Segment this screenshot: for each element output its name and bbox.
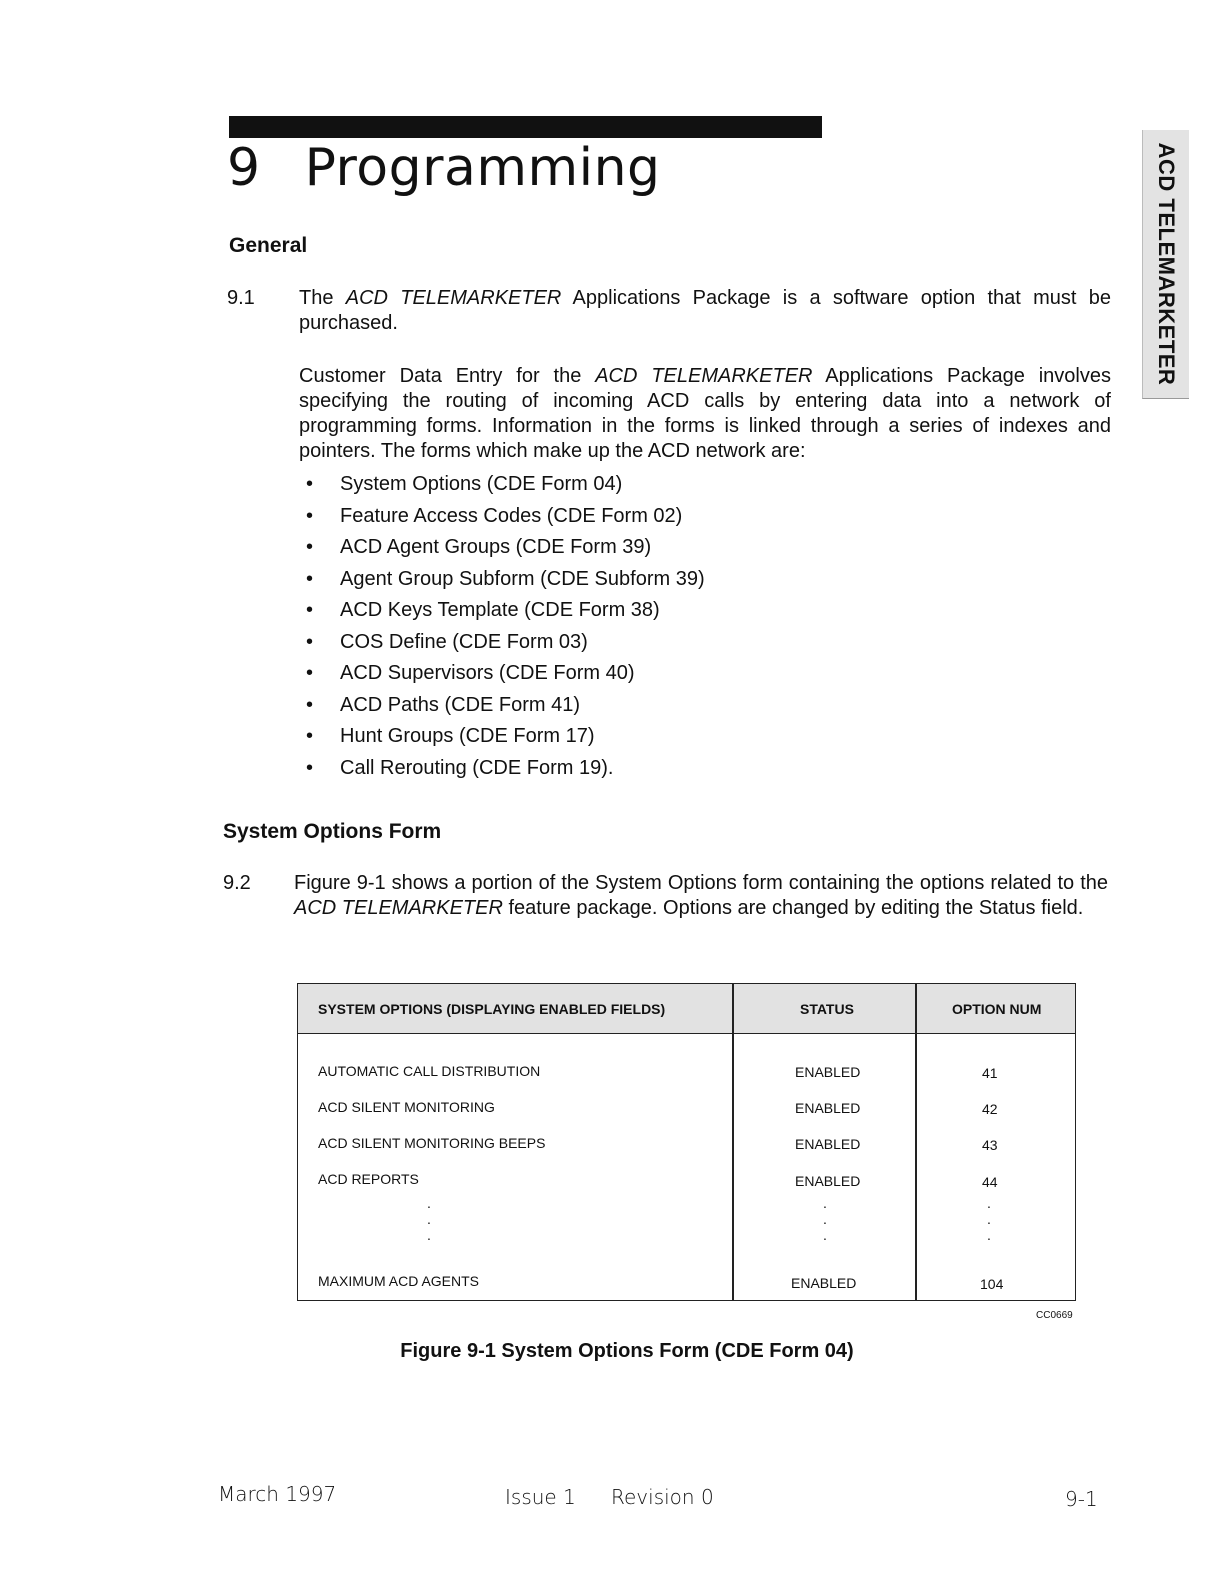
paragraph-9-1-continued (299, 364, 1111, 464)
list-item-text: COS Define (CDE Form 03) (340, 630, 588, 653)
footer-page-number: 9-1 (1065, 1487, 1098, 1511)
list-item-text: ACD Paths (CDE Form 41) (340, 693, 581, 716)
option-number: 42 (982, 1101, 998, 1117)
chapter-title (227, 138, 661, 198)
column-header-option-num: OPTION NUM (952, 1001, 1042, 1017)
section-heading-system-options: System Options Form (223, 820, 442, 843)
footer-issue: Issue 1 (505, 1485, 576, 1509)
option-number: 41 (982, 1065, 998, 1081)
vertical-ellipsis: · · · (822, 1198, 828, 1246)
paragraph-text: Applications Package involves specifying the routing of incoming ACD calls by entering data into a network of programming forms. Information in the forms is linked through a series of indexes and pointers. The forms which make up the ACD network are: (299, 365, 1111, 462)
option-status: ENABLED (795, 1173, 861, 1189)
figure-code: CC0669 (1036, 1310, 1073, 1321)
side-tab (1142, 130, 1189, 399)
option-status: ENABLED (795, 1100, 861, 1116)
list-item-text: System Options (CDE Form 04) (340, 473, 623, 495)
list-item: • ACD Supervisors (CDE Form 40) (306, 658, 705, 690)
list-item: • ACD Agent Groups (CDE Form 39) (306, 532, 705, 564)
column-header-status: STATUS (800, 1001, 854, 1017)
list-item-text: ACD Keys Template (CDE Form 38) (340, 599, 660, 621)
list-item-text: ACD Agent Groups (CDE Form 39) (340, 536, 652, 558)
paragraph-text: feature package. Options are changed by editing the Status field. (502, 897, 1084, 919)
product-name: ACD TELEMARKETER (595, 365, 813, 387)
product-name: ACD TELEMARKETER (294, 897, 503, 919)
system-options-form (297, 983, 1076, 1301)
figure-caption: Figure 9-1 System Options Form (CDE Form 04) (400, 1340, 854, 1362)
option-status: ENABLED (795, 1136, 861, 1152)
list-item: • Feature Access Codes (CDE Form 02) (306, 501, 705, 533)
option-number: 44 (982, 1174, 998, 1190)
list-item-text: ACD Supervisors (CDE Form 40) (340, 662, 635, 684)
chapter-title-bar (229, 116, 822, 138)
section-heading-general: General (229, 234, 308, 257)
option-name: ACD SILENT MONITORING (318, 1099, 495, 1115)
list-item-text: Call Rerouting (CDE Form 19). (340, 756, 614, 779)
list-item: • Agent Group Subform (CDE Subform 39) (306, 564, 705, 596)
side-tab-label: ACD TELEMARKETER (1154, 142, 1179, 386)
paragraph-text: The (299, 287, 346, 309)
list-item-text: Agent Group Subform (CDE Subform 39) (340, 567, 705, 590)
footer-revision: Revision 0 (611, 1485, 714, 1509)
paragraph-9-1 (299, 286, 1111, 336)
option-name: MAXIMUM ACD AGENTS (318, 1273, 480, 1289)
list-item: • Call Rerouting (CDE Form 19). (306, 753, 705, 785)
list-item-text: Feature Access Codes (CDE Form 02) (340, 504, 683, 527)
paragraph-number-9-2: 9.2 (223, 872, 251, 894)
chapter-number: 9 (227, 138, 261, 198)
option-name: ACD REPORTS (318, 1171, 419, 1187)
footer-date: March 1997 (218, 1482, 337, 1506)
list-item-text: Hunt Groups (CDE Form 17) (340, 725, 595, 747)
option-number: 104 (980, 1276, 1004, 1292)
option-name: AUTOMATIC CALL DISTRIBUTION (318, 1063, 541, 1079)
forms-list (306, 469, 705, 784)
paragraph-text: Applications Package is a software option that must be purchased. (299, 287, 1111, 334)
paragraph-text: Customer Data Entry for the (299, 365, 596, 387)
paragraph-number-9-1: 9.1 (227, 287, 255, 309)
chapter-title-text: Programming (304, 138, 661, 198)
column-header-option: SYSTEM OPTIONS (DISPLAYING ENABLED FIELDS) (318, 1001, 666, 1017)
column-divider (732, 984, 734, 1300)
option-status: ENABLED (795, 1064, 861, 1080)
option-number: 43 (982, 1137, 998, 1153)
option-status: ENABLED (791, 1275, 857, 1291)
list-item: • ACD Paths (CDE Form 41) (306, 690, 705, 722)
paragraph-9-2 (294, 871, 1108, 921)
vertical-ellipsis: · · · (426, 1198, 432, 1246)
list-item: • COS Define (CDE Form 03) (306, 627, 705, 659)
product-name: ACD TELEMARKETER (345, 287, 562, 309)
column-divider (915, 984, 917, 1300)
list-item: • System Options (CDE Form 04) (306, 469, 705, 501)
paragraph-text: Figure 9-1 shows a portion of the System Options form containing the options related to the (294, 872, 1108, 894)
vertical-ellipsis: · · · (986, 1198, 992, 1246)
option-name: ACD SILENT MONITORING BEEPS (318, 1135, 546, 1151)
list-item: • Hunt Groups (CDE Form 17) (306, 721, 705, 753)
list-item: • ACD Keys Template (CDE Form 38) (306, 595, 705, 627)
